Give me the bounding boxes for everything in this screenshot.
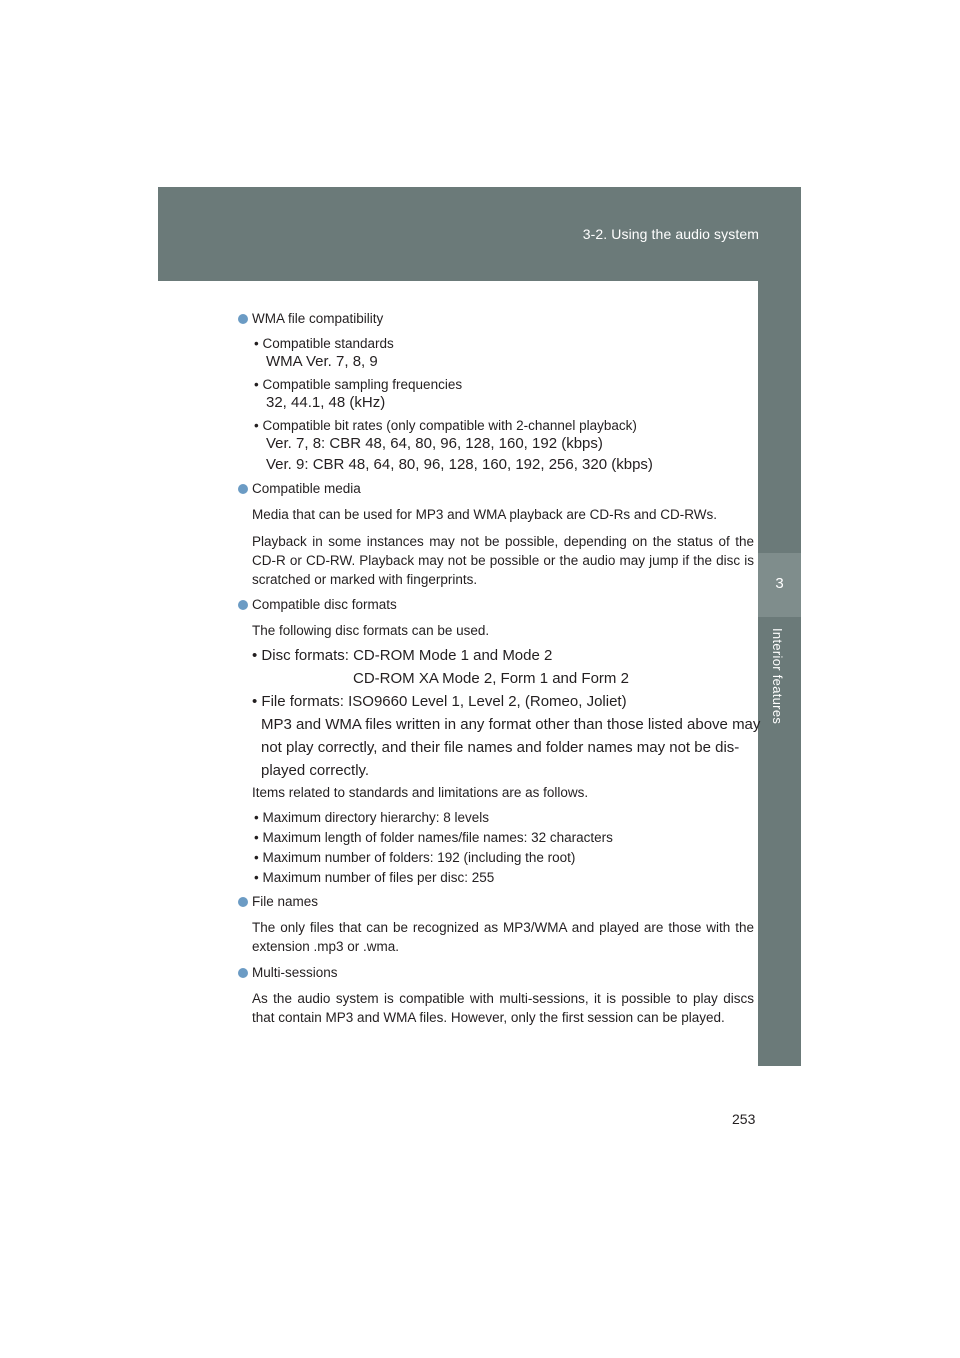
multi-para: As the audio system is compatible with multi-sessions, it is possible to play discs that contain MP3 and WMA files. However, only the first session can be played. <box>252 991 754 1025</box>
file-names-para: The only files that can be recognized as MP3/WMA and played are those with the extension .mp3 or .wma. <box>252 920 754 954</box>
wma-bitrates-label: • Compatible bit rates (only compatible with 2-channel playback) <box>254 418 637 433</box>
media-para-2: Playback in some instances may not be possible, depending on the status of the CD-R or CD-RW. Playback may not be possible or the audio may jump if the disc is scratched or marked with fingerprints. <box>252 534 754 587</box>
file-names-heading <box>238 893 318 911</box>
page-number: 253 <box>732 1111 756 1127</box>
header-band <box>158 187 801 281</box>
formats-heading <box>238 596 397 614</box>
bullet-dot-icon <box>238 314 248 324</box>
file-names-heading-text: File names <box>252 894 319 909</box>
media-heading-text: Compatible media <box>252 481 361 496</box>
formats-note-1: MP3 and WMA files written in any format other than those listed above may <box>261 716 761 733</box>
wma-heading-text: WMA file compatibility <box>252 311 384 326</box>
chapter-number: 3 <box>775 575 784 592</box>
wma-sampling-label: • Compatible sampling frequencies <box>254 377 463 392</box>
limit-item-4: • Maximum number of files per disc: 255 <box>254 870 495 885</box>
limit-item-1: • Maximum directory hierarchy: 8 levels <box>254 810 490 825</box>
multi-heading <box>238 964 338 982</box>
limits-intro: Items related to standards and limitations are as follows. <box>252 785 589 800</box>
formats-intro: The following disc formats can be used. <box>252 623 490 638</box>
media-heading <box>238 480 361 498</box>
formats-heading-text: Compatible disc formats <box>252 597 397 612</box>
wma-bitrates-v78: Ver. 7, 8: CBR 48, 64, 80, 96, 128, 160, 192 (kbps) <box>266 435 603 452</box>
bullet-dot-icon <box>238 968 248 978</box>
bullet-dot-icon <box>238 600 248 610</box>
bullet-dot-icon <box>238 484 248 494</box>
limit-item-2: • Maximum length of folder names/file names: 32 characters <box>254 830 613 845</box>
file-formats-line: • File formats: ISO9660 Level 1, Level 2, (Romeo, Joliet) <box>252 693 627 710</box>
disc-formats-line-2: CD-ROM XA Mode 2, Form 1 and Form 2 <box>353 670 629 687</box>
wma-bitrates-v9: Ver. 9: CBR 48, 64, 80, 96, 128, 160, 192, 256, 320 (kbps) <box>266 456 653 473</box>
wma-standards-value: WMA Ver. 7, 8, 9 <box>266 353 378 370</box>
wma-heading <box>238 310 383 328</box>
wma-standards-label: • Compatible standards <box>254 336 394 351</box>
chapter-number-box <box>758 553 801 617</box>
bullet-dot-icon <box>238 897 248 907</box>
section-title: 3-2. Using the audio system <box>582 226 759 242</box>
chapter-label: Interior features <box>770 628 785 725</box>
multi-heading-text: Multi-sessions <box>252 965 338 980</box>
formats-note-2: not play correctly, and their file names and folder names may not be dis- <box>261 739 740 756</box>
media-para-1: Media that can be used for MP3 and WMA playback are CD-Rs and CD-RWs. <box>252 507 717 522</box>
wma-sampling-value: 32, 44.1, 48 (kHz) <box>266 394 386 411</box>
disc-formats-line-1: • Disc formats: CD-ROM Mode 1 and Mode 2 <box>252 647 553 664</box>
formats-note-3: played correctly. <box>261 762 370 779</box>
limit-item-3: • Maximum number of folders: 192 (including the root) <box>254 850 576 865</box>
